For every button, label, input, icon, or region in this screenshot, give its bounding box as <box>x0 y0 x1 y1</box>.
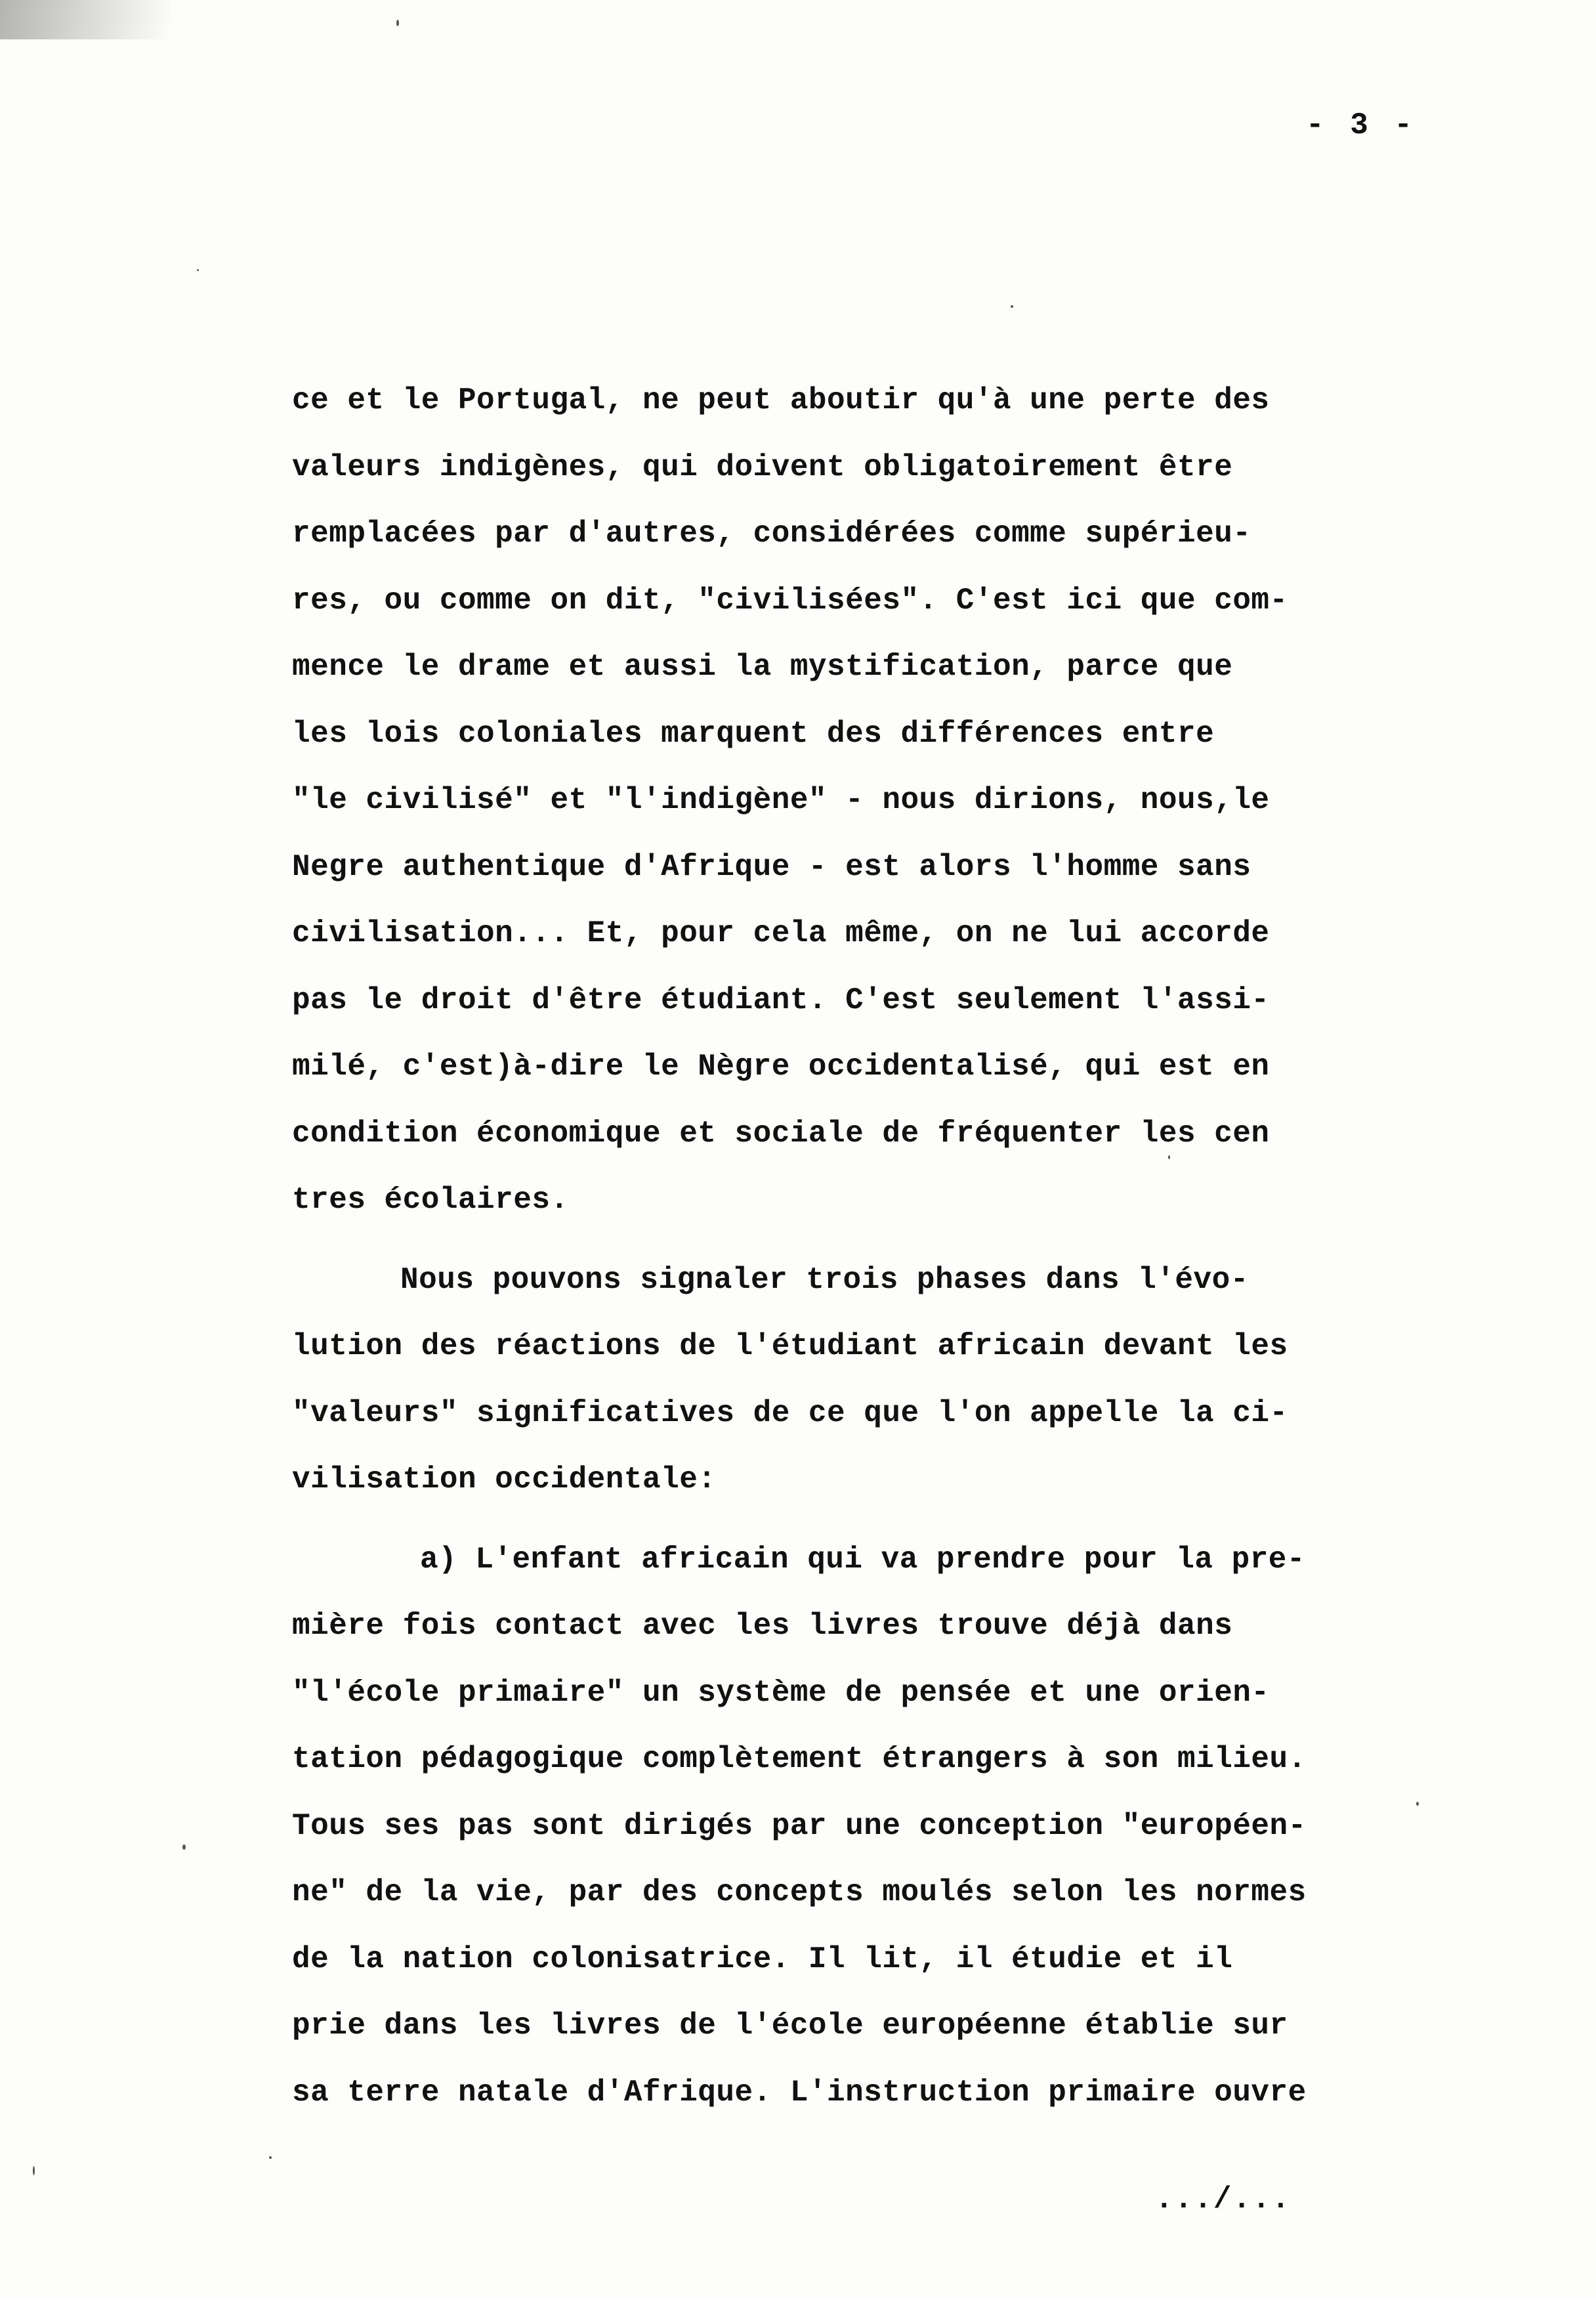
text-line: Nous pouvons signaler trois phases dans l'évo- <box>400 1262 1249 1297</box>
text-line: ne" de la vie, par des concepts moulés selon les normes <box>292 1875 1307 1909</box>
text-line: les lois coloniales marquent des différences entre <box>292 716 1215 751</box>
text-line: mière fois contact avec les livres trouve déjà dans <box>292 1609 1233 1643</box>
text-line: vilisation occidentale: <box>292 1462 717 1497</box>
text-line: Tous ses pas sont dirigés par une conception "européen- <box>292 1808 1307 1843</box>
scan-speck <box>1011 305 1013 308</box>
scan-speck <box>1168 1155 1170 1159</box>
text-line: condition économique et sociale de fréquenter les cen <box>292 1116 1270 1151</box>
page-number: - 3 - <box>1306 108 1417 142</box>
text-line: res, ou comme on dit, "civilisées". C'est ici que com- <box>292 583 1288 618</box>
text-line: mence le drame et aussi la mystification, parce que <box>292 650 1233 684</box>
scan-speck <box>1416 1802 1419 1806</box>
text-line: civilisation... Et, pour cela même, on ne lui accorde <box>292 916 1270 950</box>
paragraph-gap <box>292 1234 1408 1247</box>
text-line: lution des réactions de l'étudiant africain devant les <box>292 1329 1288 1363</box>
text-line: "l'école primaire" un système de pensée et une orien- <box>292 1675 1270 1710</box>
paragraph-gap <box>292 1514 1408 1527</box>
scan-speck <box>33 2166 35 2175</box>
scan-shadow <box>0 0 171 39</box>
scan-speck <box>197 269 199 271</box>
text-line: tation pédagogique complètement étrangers à son milieu. <box>292 1742 1307 1776</box>
continuation-mark: .../... <box>1155 2183 1292 2217</box>
text-line: milé, c'est)à-dire le Nègre occidentalisé, qui est en <box>292 1050 1270 1084</box>
text-line: de la nation colonisatrice. Il lit, il étudie et il <box>292 1942 1233 1976</box>
text-line: tres écolaires. <box>292 1183 569 1217</box>
text-line: valeurs indigènes, qui doivent obligatoirement être <box>292 450 1233 484</box>
scan-speck <box>182 1844 186 1850</box>
scan-speck <box>269 2156 272 2159</box>
text-line: Negre authentique d'Afrique - est alors l'homme sans <box>292 849 1251 884</box>
text-line: ce et le Portugal, ne peut aboutir qu'à une perte des <box>292 383 1270 417</box>
text-line: "le civilisé" et "l'indigène" - nous dirions, nous,le <box>292 783 1270 817</box>
text-line: "valeurs" significatives de ce que l'on appelle la ci- <box>292 1395 1288 1430</box>
text-line: sa terre natale d'Afrique. L'instruction primaire ouvre <box>292 2075 1307 2110</box>
scan-speck <box>396 20 399 26</box>
text-line: remplacées par d'autres, considérées comme supérieu- <box>292 517 1251 551</box>
text-line: pas le droit d'être étudiant. C'est seulement l'assi- <box>292 983 1270 1017</box>
text-line: prie dans les livres de l'école européenne établie sur <box>292 2009 1288 2043</box>
body-text <box>292 368 1408 2126</box>
text-line: a) L'enfant africain qui va prendre pour la pre- <box>420 1542 1306 1577</box>
